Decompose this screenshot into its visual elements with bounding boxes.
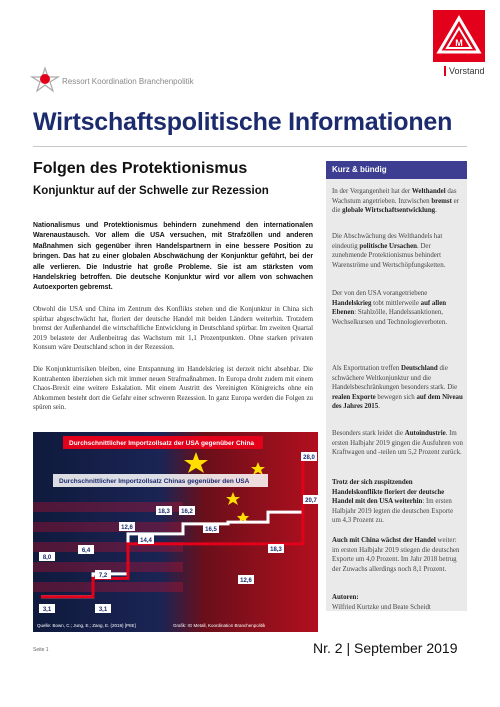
issue-info: Nr. 2 | September 2019 — [313, 640, 458, 656]
data-label: 16,5 — [205, 527, 217, 533]
data-label: 8,0 — [42, 555, 52, 561]
ressort-icon — [30, 66, 60, 92]
legend-china-label: Durchschnittlicher Importzollsatz Chinas gegenüber den USA — [59, 478, 250, 485]
article-lead: Nationalismus und Protektionismus behindern zunehmend den internationalen Warenaustausch. Vor allem die USA versuchen, mit Strafzöllen und anderen Maßnahmen sich gegenüber ihren Handelspartnern in eine bessere Position zu bringen. Das hat zu einer globalen Abschwächung der Konjunktur geführt, bei der alle verlieren. Die Industrie hat große Probleme. Sie ist am stärksten vom Handelskrieg betroffen. Die deutsche Konjunktur wird vor allem von schwachen Autoexporten gebremst. — [33, 222, 313, 292]
sidebar-heading: Kurz & bündig — [332, 165, 387, 174]
tariff-chart — [33, 432, 318, 632]
data-label: 18,3 — [270, 547, 282, 553]
sidebar-paragraph: Der von den USA vorangetriebene Handelskrieg tobt mittlerweile auf allen Ebenen: Stahlzölle, Handelssanktionen, Wechselkursen und Technologieverboten. — [332, 290, 447, 326]
data-label: 12,6 — [240, 578, 252, 584]
sidebar-paragraph: Besonders stark leidet die Autoindustrie. Im ersten Halbjahr 2019 gingen die Ausfuhren von Kraftwagen und -teilen um 5,2 Prozent zurück. — [332, 430, 463, 457]
department-name: Ressort Koordination Branchenpolitik — [62, 77, 194, 86]
data-label: 6,4 — [81, 548, 91, 554]
chart-credit: Grafik: IG Metall, Koordination Branchenpolitik — [173, 623, 266, 628]
org-unit: Vorstand — [444, 66, 485, 76]
publication-title: Wirtschaftspolitische Informationen — [33, 108, 453, 136]
page-number: Seite 1 — [33, 647, 49, 653]
data-label: 16,2 — [181, 509, 193, 515]
data-label: 3,1 — [98, 607, 108, 613]
data-label: 28,0 — [303, 455, 315, 461]
svg-text:M: M — [455, 38, 463, 48]
article-title: Folgen des Protektionismus — [33, 160, 248, 177]
data-label: 3,1 — [42, 607, 52, 613]
chart-source: Quelle: Bown, C.; Jung, E.; Zang, E. (2019) [PIIE] — [37, 623, 136, 628]
article-subtitle: Konjunktur auf der Schwelle zur Rezession — [33, 185, 269, 197]
tariff-chart-svg — [33, 432, 318, 632]
sidebar-paragraph: In der Vergangenheit hat der Welthandel das Wachstum angetrieben. Inzwischen bremst er die globale Wirtschaftsentwicklung. — [332, 188, 459, 215]
sidebar-paragraph: Als Exportnation treffen Deutschland die schwächere Weltkonjunktur und die Handelsbeschränkungen besonders stark. Die realen Exporte bewegen sich auf dem Niveau des Jahres 2015. — [332, 365, 463, 411]
data-label: 12,6 — [121, 525, 133, 531]
data-label: 7,2 — [98, 573, 108, 579]
article-paragraph: Obwohl die USA und China im Zentrum des Konflikts stehen und die Konjunktur in China sich spürbar abgeschwächt hat, floriert der deutsche Handel mit beiden Ländern weiterhin. Trotzdem bremst der Außenhandel die wirtschaftliche Entwicklung in Deutschland spürbar. Im zweiten Quartal 2019 belastete der Außenbeitrag das Wachstum mit 1,1 Prozentpunkten. Ohne starken privaten Konsum wäre Deutschland schon in der Rezession. — [33, 306, 313, 352]
data-label: 14,4 — [140, 538, 152, 544]
data-label: 18,3 — [158, 509, 170, 515]
ig-metall-logo — [433, 10, 485, 62]
data-label: 20,7 — [305, 498, 317, 504]
divider — [33, 146, 467, 147]
sidebar-paragraph: Trotz der sich zuspitzenden Handelskonflikte floriert der deutsche Handel mit den USA weiterhin: Im ersten Halbjahr 2019 legten die deutschen Exporte um 4,3 Prozent zu. — [332, 479, 454, 525]
sidebar-paragraph: Auch mit China wächst der Handel weiter: im ersten Halbjahr 2019 stiegen die deutschen Exporte um 4,0 Prozent. Im Jahr 2018 betrug der Zuwachs allerdings noch 8,1 Prozent. — [332, 537, 460, 573]
sidebar-authors: Autoren: Wilfried Kurtzke und Beate Scheidt — [332, 594, 431, 611]
article-paragraph: Die Konjunkturrisiken bleiben, eine Entspannung im Handelskrieg ist derzeit nicht absehbar. Die Kontrahenten überziehen sich mit immer neuen Strafmaßnahmen. In Europa droht zudem mit einem Chaos-Brexit eine weitere Eskalation. Mit einem Austritt des Vereinigten Königreichs ohne ein Abkommen besteht dort die Gefahr einer schweren Rezession. In ganz Europa werden die Folgen zu spüren sein. — [33, 366, 313, 412]
legend-usa-label: Durchschnittlicher Importzollsatz der USA gegenüber China — [69, 440, 255, 447]
sidebar-paragraph: Die Abschwächung des Welthandels hat eindeutig politische Ursachen. Der zunehmende Protektionismus behindert Warenströme und Wertschöpfungsketten. — [332, 233, 446, 269]
